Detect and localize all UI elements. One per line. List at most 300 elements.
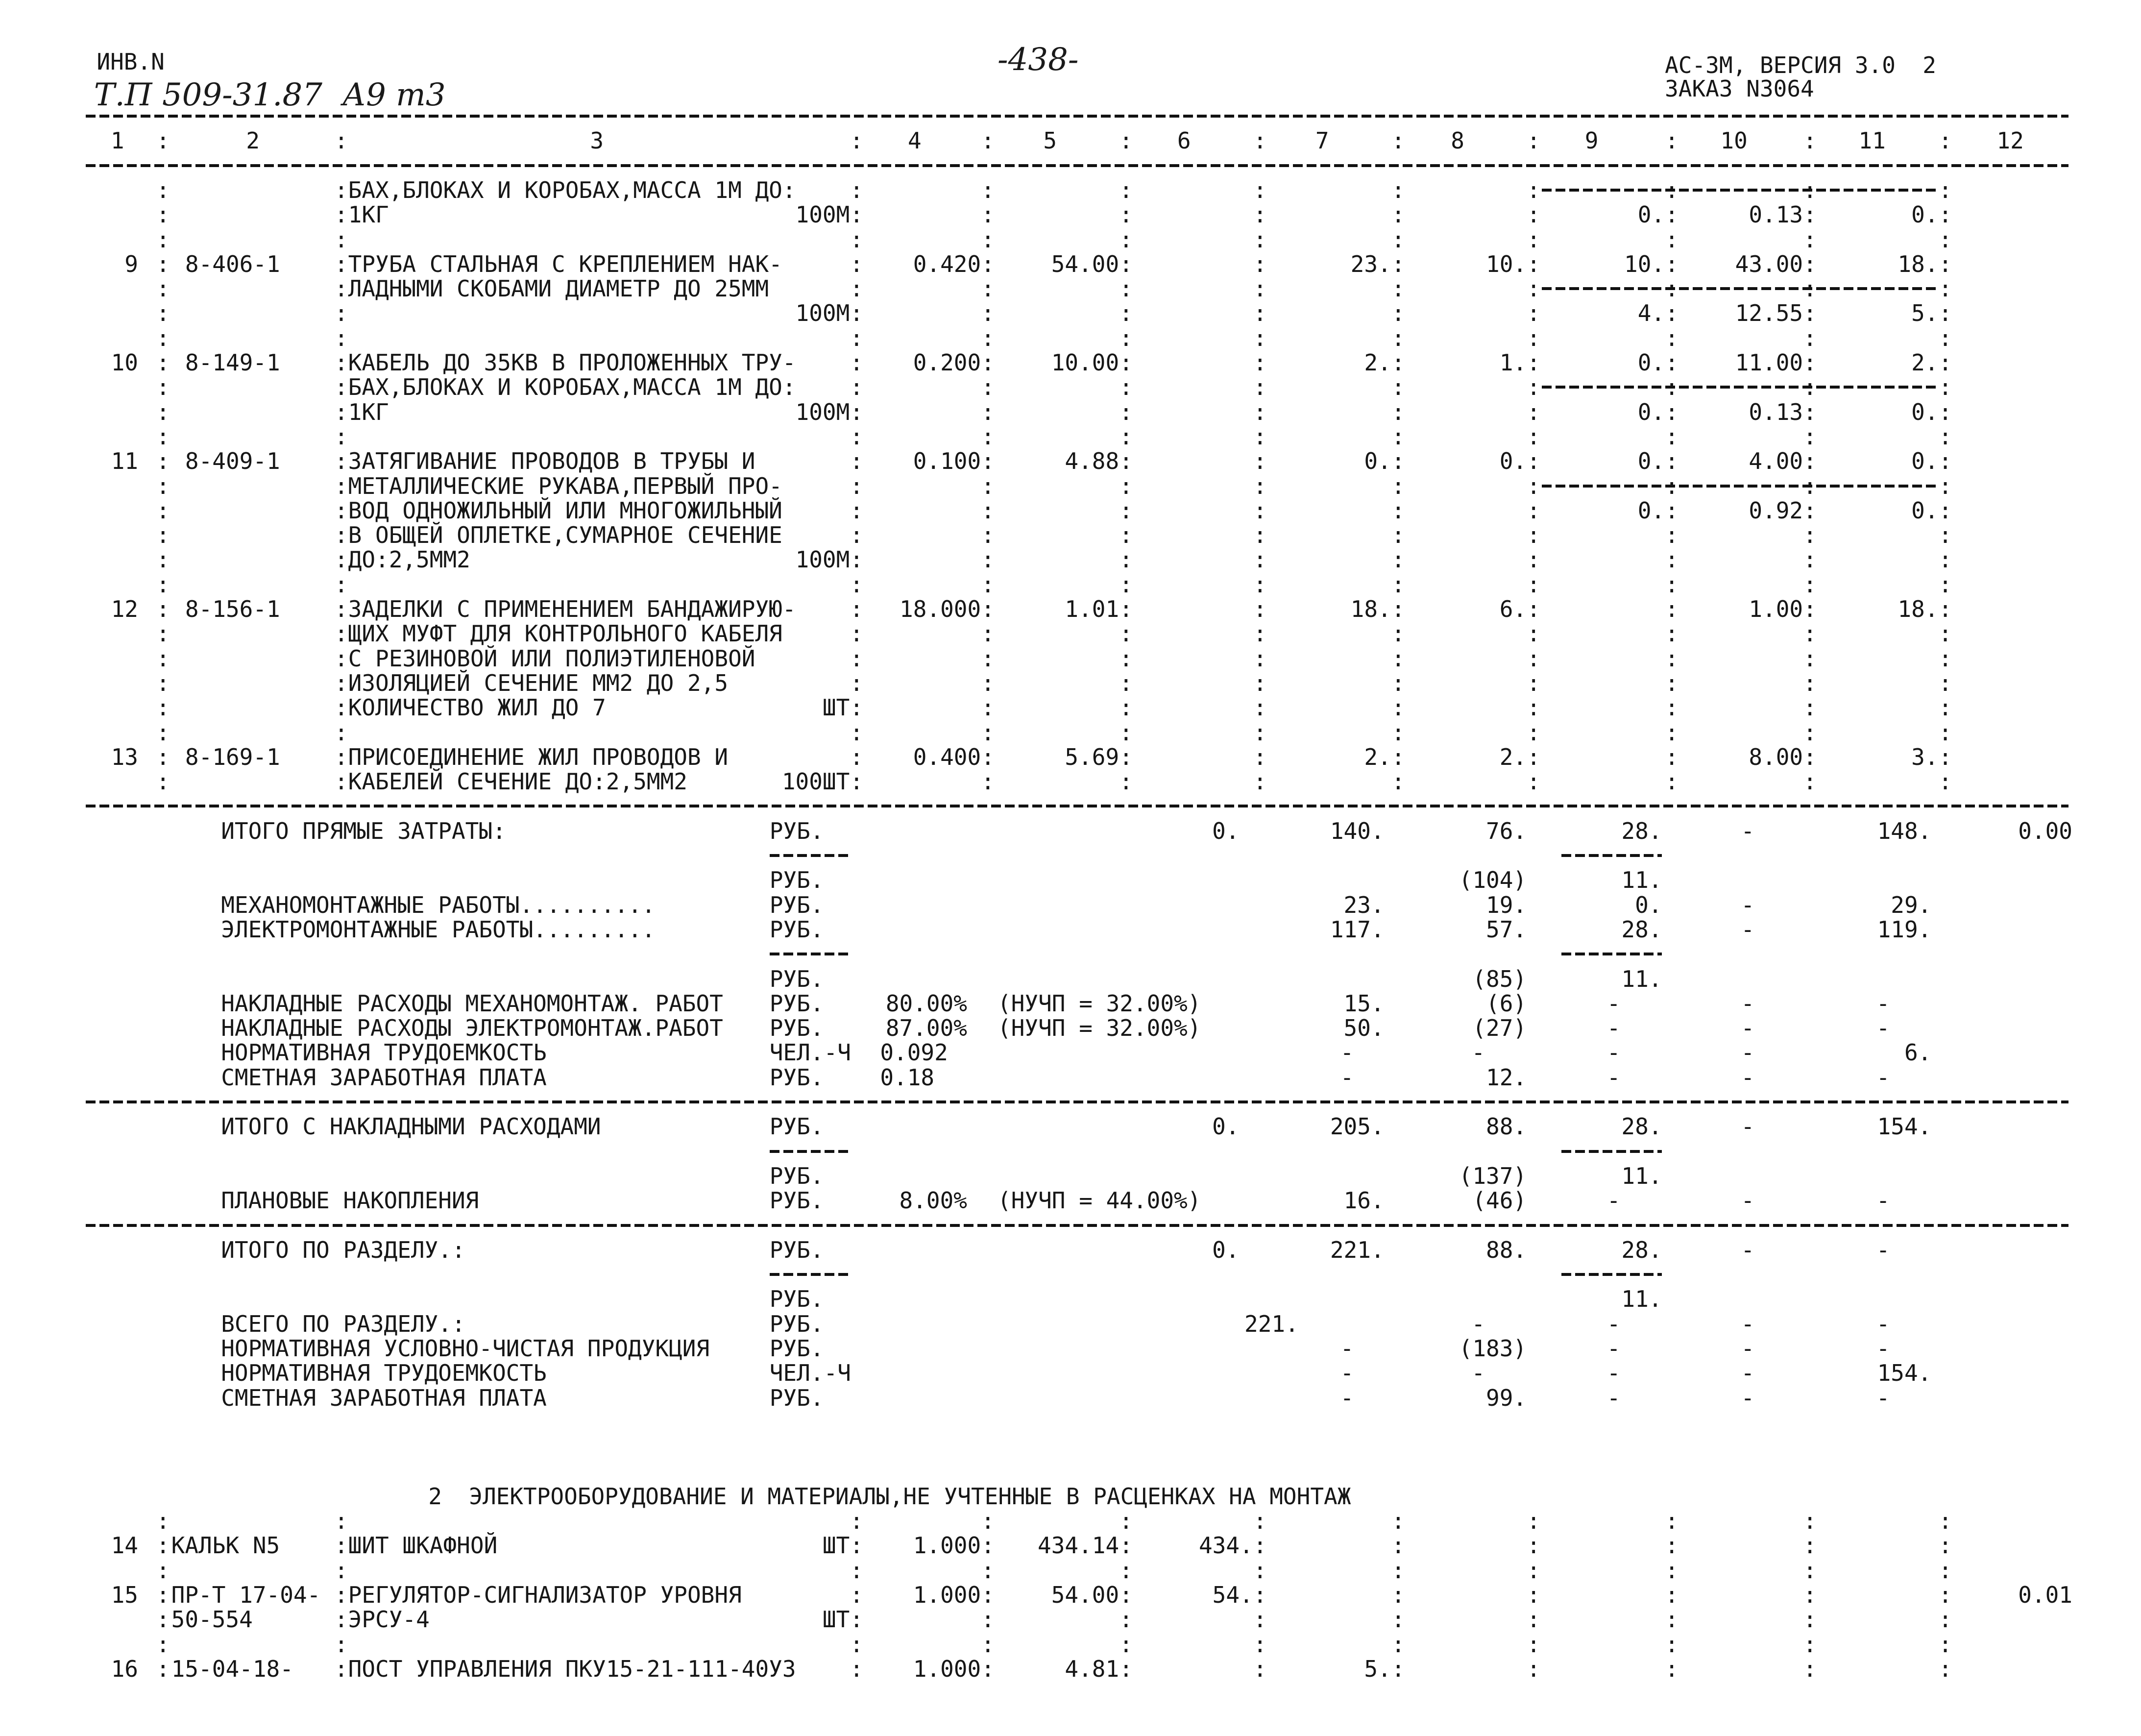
column-separator <box>1803 1607 1817 1632</box>
summary-value: 6. <box>1904 1039 1932 1066</box>
summary-unit: РУБ. <box>769 916 824 943</box>
column-separator <box>335 498 348 523</box>
column-separator <box>850 1533 863 1558</box>
dashed-divider <box>86 1224 2068 1227</box>
column-separator <box>1119 227 1133 252</box>
column-separator <box>1803 424 1817 449</box>
value-col-5: 434.14 <box>1038 1532 1119 1559</box>
value-col-9: 0. <box>1637 497 1665 524</box>
summary-value: - <box>1741 817 1755 844</box>
column-separator <box>156 621 170 646</box>
value-col-11: 5. <box>1911 300 1939 327</box>
summary-label: НАКЛАДНЫЕ РАСХОДЫ МЕХАНОМОНТАЖ. РАБОТ <box>221 990 723 1017</box>
column-separator <box>850 720 863 745</box>
column-separator <box>1665 621 1679 646</box>
column-separator <box>1665 597 1679 621</box>
value-col-5: 4.88 <box>1065 448 1119 475</box>
item-code: 15-04-18- <box>171 1655 293 1682</box>
column-separator <box>1803 745 1817 769</box>
column-separator <box>1939 498 1952 523</box>
column-separator <box>1939 449 1952 473</box>
item-description: ТРУБА СТАЛЬНАЯ С КРЕПЛЕНИЕМ НАК- <box>348 250 782 277</box>
column-separator <box>1665 745 1679 769</box>
column-separator <box>981 449 995 473</box>
column-underline <box>1561 1150 1662 1153</box>
summary-value: - <box>1340 1039 1354 1066</box>
item-code: 8-149-1 <box>185 349 280 376</box>
item-description: 1КГ <box>348 398 389 425</box>
column-separator <box>1391 449 1405 473</box>
summary-value: - <box>1340 1384 1354 1411</box>
item-unit: 100М <box>795 300 850 327</box>
column-separator <box>335 1583 348 1607</box>
value-col-4: 1.000 <box>913 1532 981 1559</box>
value-col-8: 2. <box>1499 743 1527 770</box>
summary-value: - <box>1606 1360 1621 1387</box>
column-separator <box>981 769 995 794</box>
column-separator <box>156 547 170 572</box>
column-separator <box>1939 1533 1952 1558</box>
column-separator <box>1253 424 1267 449</box>
value-col-11: 3. <box>1911 743 1939 770</box>
column-separator <box>981 375 995 399</box>
summary-unit: РУБ. <box>769 1187 824 1214</box>
summary-value: 140. <box>1330 817 1385 844</box>
item-description: МЕТАЛЛИЧЕСКИЕ РУКАВА,ПЕРВЫЙ ПРО- <box>348 472 782 499</box>
column-separator <box>850 547 863 572</box>
column-separator <box>1119 572 1133 597</box>
column-separator <box>1527 400 1540 424</box>
system-version: АС-3М, ВЕРСИЯ 3.0 2 <box>1665 51 1936 78</box>
value-col-9: 0. <box>1637 398 1665 425</box>
column-separator <box>1391 326 1405 350</box>
column-separator <box>1391 474 1405 498</box>
column-header: 5 <box>1043 127 1057 154</box>
column-separator <box>1939 621 1952 646</box>
column-separator <box>1665 1607 1679 1632</box>
value-col-5: 4.81 <box>1065 1655 1119 1682</box>
value-col-11: 0. <box>1911 497 1939 524</box>
summary-value: - <box>1471 1039 1485 1066</box>
column-separator <box>1253 621 1267 646</box>
column-separator <box>1253 474 1267 498</box>
column-separator <box>1253 597 1267 621</box>
column-separator <box>1119 375 1133 399</box>
summary-value: - <box>1340 1335 1354 1362</box>
summary-value: 76. <box>1486 817 1527 844</box>
item-description: ШИТ ШКАФНОЙ <box>348 1532 498 1559</box>
column-separator <box>850 498 863 523</box>
column-separator <box>1527 671 1540 695</box>
column-separator <box>1391 424 1405 449</box>
cell-rule <box>1542 485 1938 488</box>
item-description: 1КГ <box>348 201 389 228</box>
column-separator <box>981 202 995 227</box>
column-separator <box>335 1558 348 1583</box>
column-separator <box>1803 695 1817 720</box>
column-separator <box>156 227 170 252</box>
column-separator <box>1391 252 1405 276</box>
dashed-divider <box>86 1100 2068 1103</box>
summary-value: (104) <box>1459 867 1527 894</box>
column-separator <box>1119 424 1133 449</box>
column-separator <box>850 326 863 350</box>
column-separator <box>1391 1583 1405 1607</box>
column-separator <box>1253 498 1267 523</box>
item-description: РЕГУЛЯТОР-СИГНАЛИЗАТОР УРОВНЯ <box>348 1582 742 1608</box>
column-separator <box>1253 695 1267 720</box>
summary-value: 0. <box>1212 817 1240 844</box>
column-separator <box>1119 128 1133 153</box>
value-col-9: 0. <box>1637 201 1665 228</box>
column-separator <box>981 498 995 523</box>
column-separator <box>1803 128 1817 153</box>
column-separator <box>156 276 170 301</box>
column-separator <box>1119 252 1133 276</box>
column-separator <box>335 202 348 227</box>
column-separator <box>156 252 170 276</box>
column-separator <box>1391 400 1405 424</box>
column-separator <box>1119 671 1133 695</box>
column-separator <box>156 202 170 227</box>
column-separator <box>1253 745 1267 769</box>
summary-value: - <box>1606 1064 1621 1091</box>
value-col-9: 4. <box>1637 300 1665 327</box>
column-separator <box>335 572 348 597</box>
column-separator <box>1527 276 1540 301</box>
summary-value: 99. <box>1486 1384 1527 1411</box>
item-description: ЛАДНЫМИ СКОБАМИ ДИАМЕТР ДО 25ММ <box>348 275 769 302</box>
column-separator <box>1527 1533 1540 1558</box>
column-separator <box>850 1657 863 1681</box>
column-separator <box>1939 695 1952 720</box>
column-separator <box>156 1533 170 1558</box>
column-separator <box>1803 523 1817 547</box>
value-col-8: 1. <box>1499 349 1527 376</box>
column-separator <box>335 646 348 671</box>
column-separator <box>335 400 348 424</box>
summary-value: 11. <box>1621 1162 1662 1189</box>
column-separator <box>1253 375 1267 399</box>
summary-value: (6) <box>1486 990 1527 1017</box>
item-code: 8-406-1 <box>185 250 280 277</box>
column-separator <box>1939 301 1952 325</box>
column-separator <box>1939 178 1952 202</box>
column-separator <box>850 400 863 424</box>
dashed-divider <box>86 805 2068 807</box>
summary-quantity: 0.092 <box>880 1039 948 1066</box>
column-separator <box>1119 474 1133 498</box>
item-number: 16 <box>111 1655 138 1682</box>
item-description: С РЕЗИНОВОЙ ИЛИ ПОЛИЭТИЛЕНОВОЙ <box>348 645 755 672</box>
column-separator <box>1527 202 1540 227</box>
unit-underline <box>770 854 850 857</box>
column-separator <box>335 178 348 202</box>
unit-underline <box>770 1273 850 1276</box>
column-separator <box>850 1632 863 1657</box>
column-separator <box>1391 671 1405 695</box>
item-description: БАХ,БЛОКАХ И КОРОБАХ,МАССА 1М ДО: <box>348 374 796 401</box>
column-separator <box>1803 1632 1817 1657</box>
column-separator <box>1665 202 1679 227</box>
column-header: 9 <box>1584 127 1599 154</box>
summary-quantity: 0.18 <box>880 1064 935 1091</box>
column-separator <box>156 572 170 597</box>
column-separator <box>1527 326 1540 350</box>
inventory-label: ИНВ.N <box>97 49 165 75</box>
column-separator <box>1391 301 1405 325</box>
column-separator <box>1253 350 1267 375</box>
column-separator <box>850 474 863 498</box>
column-separator <box>335 276 348 301</box>
cell-rule <box>1542 386 1938 389</box>
column-separator <box>1391 178 1405 202</box>
column-separator <box>981 720 995 745</box>
overhead-percent: 80.00% <box>885 990 967 1017</box>
column-separator <box>1391 745 1405 769</box>
summary-label: ИТОГО С НАКЛАДНЫМИ РАСХОДАМИ <box>221 1113 601 1140</box>
column-separator <box>335 621 348 646</box>
column-separator <box>1253 301 1267 325</box>
summary-unit: ЧЕЛ.-Ч <box>769 1039 851 1066</box>
value-col-11: 18. <box>1898 596 1939 622</box>
value-col-7: 0. <box>1364 448 1391 475</box>
value-col-6: 54. <box>1212 1582 1253 1608</box>
column-separator <box>1391 498 1405 523</box>
column-separator <box>1391 572 1405 597</box>
summary-unit: РУБ. <box>769 1384 824 1411</box>
column-separator <box>1665 547 1679 572</box>
column-separator <box>1119 597 1133 621</box>
value-col-4: 0.400 <box>913 743 981 770</box>
column-separator <box>1665 695 1679 720</box>
column-underline <box>1561 1273 1662 1276</box>
item-unit: 100ШТ <box>781 768 850 795</box>
column-separator <box>335 1533 348 1558</box>
column-separator <box>850 769 863 794</box>
column-separator <box>156 597 170 621</box>
summary-label: ИТОГО ПО РАЗДЕЛУ.: <box>221 1236 465 1263</box>
column-separator <box>1391 720 1405 745</box>
item-description: ЭРСУ-4 <box>348 1606 430 1633</box>
column-separator <box>1527 128 1540 153</box>
column-separator <box>335 1509 348 1533</box>
column-separator <box>1527 252 1540 276</box>
column-separator <box>1527 646 1540 671</box>
column-separator <box>981 128 995 153</box>
summary-value: 28. <box>1621 1236 1662 1263</box>
column-separator <box>850 745 863 769</box>
summary-value: - <box>1741 1236 1755 1263</box>
summary-value: 154. <box>1877 1113 1932 1140</box>
column-separator <box>156 720 170 745</box>
summary-value: - <box>1741 1039 1755 1066</box>
column-separator <box>335 597 348 621</box>
column-separator <box>1119 547 1133 572</box>
column-separator <box>1527 597 1540 621</box>
column-separator <box>1527 745 1540 769</box>
summary-value: - <box>1606 1187 1621 1214</box>
column-separator <box>1253 1558 1267 1583</box>
column-separator <box>1939 547 1952 572</box>
column-separator <box>1119 276 1133 301</box>
column-header: 10 <box>1720 127 1748 154</box>
column-separator <box>1253 769 1267 794</box>
value-col-11: 18. <box>1898 250 1939 277</box>
column-separator <box>1119 1632 1133 1657</box>
column-separator <box>981 301 995 325</box>
item-number: 13 <box>111 743 138 770</box>
column-separator <box>1939 227 1952 252</box>
column-separator <box>1253 128 1267 153</box>
column-separator <box>1119 769 1133 794</box>
column-separator <box>850 424 863 449</box>
column-separator <box>1391 597 1405 621</box>
column-separator <box>1527 1583 1540 1607</box>
column-separator <box>850 350 863 375</box>
column-separator <box>981 1607 995 1632</box>
column-separator <box>1253 449 1267 473</box>
summary-value: 205. <box>1330 1113 1385 1140</box>
column-separator <box>335 252 348 276</box>
summary-value: - <box>1606 1015 1621 1042</box>
column-separator <box>1391 350 1405 375</box>
column-separator <box>1939 597 1952 621</box>
value-col-7: 2. <box>1364 349 1391 376</box>
summary-value: 154. <box>1877 1360 1932 1387</box>
column-separator <box>981 326 995 350</box>
summary-value: - <box>1606 1310 1621 1337</box>
column-separator <box>1391 128 1405 153</box>
value-col-11: 0. <box>1911 448 1939 475</box>
item-unit: 100М <box>795 546 850 573</box>
value-col-5: 54.00 <box>1051 1582 1119 1608</box>
summary-unit: РУБ. <box>769 1162 824 1189</box>
summary-value: 0. <box>1212 1113 1240 1140</box>
column-separator <box>1803 597 1817 621</box>
column-separator <box>335 745 348 769</box>
column-separator <box>1803 572 1817 597</box>
value-col-11: 0. <box>1911 398 1939 425</box>
column-separator <box>1391 1657 1405 1681</box>
column-separator <box>1803 1533 1817 1558</box>
summary-label: ПЛАНОВЫЕ НАКОПЛЕНИЯ <box>221 1187 479 1214</box>
column-separator <box>335 1632 348 1657</box>
value-col-10: 12.55 <box>1735 300 1803 327</box>
summary-unit: ЧЕЛ.-Ч <box>769 1360 851 1387</box>
item-number: 11 <box>111 448 138 475</box>
summary-unit: РУБ. <box>769 1286 824 1313</box>
column-separator <box>981 597 995 621</box>
column-separator <box>1803 301 1817 325</box>
item-code: 8-156-1 <box>185 596 280 622</box>
summary-value: - <box>1606 1039 1621 1066</box>
column-separator <box>1253 276 1267 301</box>
summary-value: (85) <box>1472 965 1527 992</box>
column-separator <box>1391 1509 1405 1533</box>
column-separator <box>1665 424 1679 449</box>
column-separator <box>1253 326 1267 350</box>
column-separator <box>156 1632 170 1657</box>
column-separator <box>156 1558 170 1583</box>
summary-unit: РУБ. <box>769 867 824 894</box>
column-separator <box>1253 671 1267 695</box>
column-separator <box>1119 646 1133 671</box>
column-separator <box>156 128 170 153</box>
summary-value: - <box>1876 990 1890 1017</box>
column-separator <box>981 523 995 547</box>
dashed-divider <box>86 164 2068 167</box>
value-col-4: 1.000 <box>913 1655 981 1682</box>
column-separator <box>156 671 170 695</box>
column-separator <box>335 375 348 399</box>
summary-unit: РУБ. <box>769 965 824 992</box>
column-header: 3 <box>590 127 604 154</box>
column-separator <box>850 646 863 671</box>
column-separator <box>1253 523 1267 547</box>
summary-value: 221. <box>1330 1236 1385 1263</box>
summary-value: (27) <box>1472 1015 1527 1042</box>
column-separator <box>850 1583 863 1607</box>
column-separator <box>1391 523 1405 547</box>
column-separator <box>1527 523 1540 547</box>
column-separator <box>1803 252 1817 276</box>
value-col-6: 434. <box>1198 1532 1253 1559</box>
column-separator <box>1665 1632 1679 1657</box>
column-separator <box>1665 449 1679 473</box>
summary-value: (46) <box>1472 1187 1527 1214</box>
column-separator <box>850 1607 863 1632</box>
column-separator <box>1391 276 1405 301</box>
column-separator <box>981 1533 995 1558</box>
column-separator <box>850 202 863 227</box>
column-separator <box>1119 1558 1133 1583</box>
column-separator <box>981 1558 995 1583</box>
column-separator <box>1939 745 1952 769</box>
column-separator <box>1665 572 1679 597</box>
item-unit: ШТ <box>822 694 850 721</box>
column-separator <box>1119 1583 1133 1607</box>
column-separator <box>1391 1533 1405 1558</box>
value-col-4: 0.200 <box>913 349 981 376</box>
column-separator <box>335 326 348 350</box>
column-separator <box>335 474 348 498</box>
column-separator <box>1119 695 1133 720</box>
column-separator <box>1665 350 1679 375</box>
summary-value: - <box>1876 1064 1890 1091</box>
column-separator <box>335 128 348 153</box>
cell-rule <box>1542 287 1938 290</box>
column-separator <box>156 178 170 202</box>
summary-value: - <box>1340 1360 1354 1387</box>
column-separator <box>1119 1657 1133 1681</box>
column-separator <box>1119 498 1133 523</box>
summary-value: - <box>1741 1187 1755 1214</box>
value-col-10: 8.00 <box>1749 743 1803 770</box>
item-description: КАБЕЛЕЙ СЕЧЕНИЕ ДО:2,5ММ2 <box>348 768 687 795</box>
summary-unit: РУБ. <box>769 1335 824 1362</box>
column-separator <box>850 695 863 720</box>
column-separator <box>1803 449 1817 473</box>
column-separator <box>1665 523 1679 547</box>
column-separator <box>1119 720 1133 745</box>
column-separator <box>1939 572 1952 597</box>
summary-value: - <box>1606 990 1621 1017</box>
summary-unit: РУБ. <box>769 817 824 844</box>
item-description: ПРИСОЕДИНЕНИЕ ЖИЛ ПРОВОДОВ И <box>348 743 729 770</box>
value-col-11: 2. <box>1911 349 1939 376</box>
column-separator <box>1391 646 1405 671</box>
